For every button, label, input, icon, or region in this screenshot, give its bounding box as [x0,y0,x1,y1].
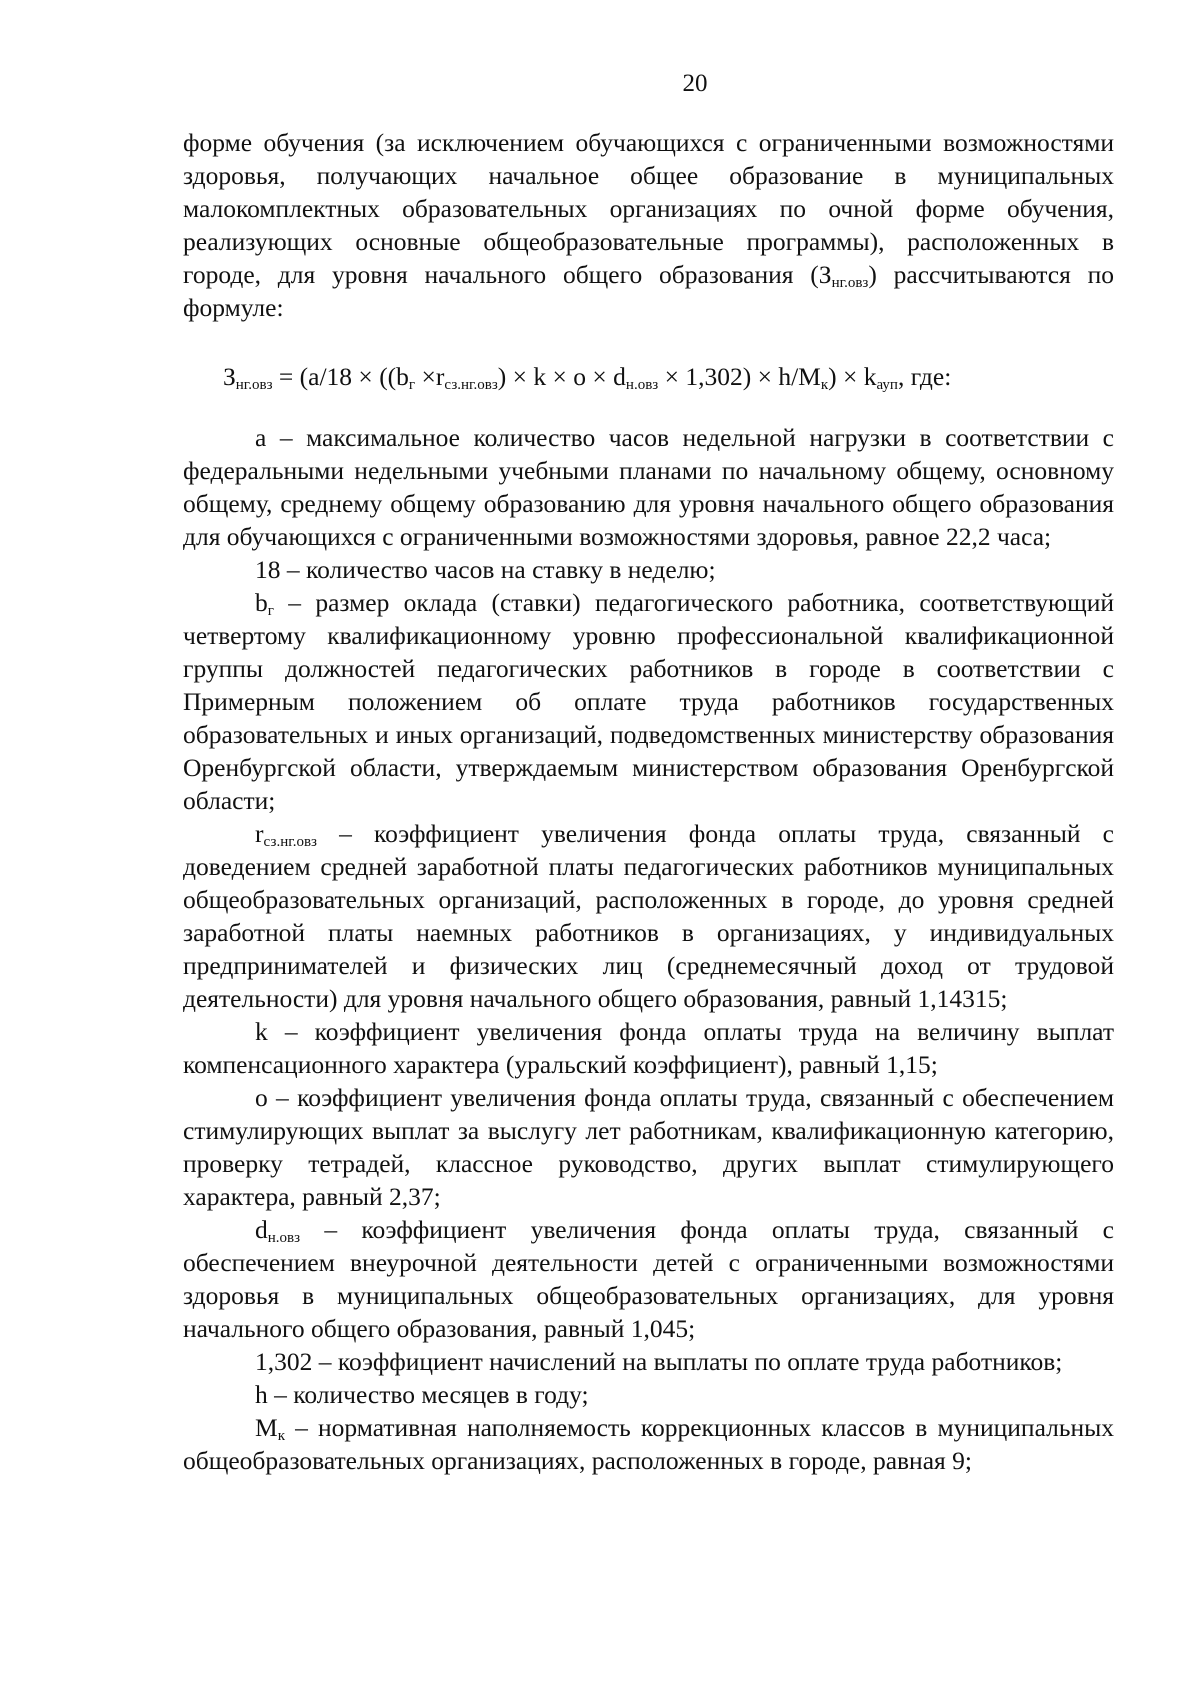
symbol-sub: сз.нг.овз [263,834,317,850]
definition-b [183,586,1114,817]
intro-subscript: нг.овз [831,275,869,291]
formula-sub: ауп [876,377,898,393]
symbol: d [255,1215,268,1244]
definition-text: – коэффициент увеличения фонда оплаты труда, связанный с доведением средней заработной платы педагогических работников муниципальных общеобразовательных организаций, расположенных в городе, до уровня средней заработной платы наемных работников в организациях, у индивидуальных предпринимателей и физических лиц (среднемесячный доход от трудовой деятельности) для уровня начального общего образования, равный 1,14315; [183,819,1114,1013]
page-number: 20 [682,70,708,97]
definition-text: – размер оклада (ставки) педагогического работника, соответствующий четвертому квалификационному уровню профессиональной квалификационной группы должностей педагогических работников в городе в соответствии с Примерным положением об оплате труда работников государственных образовательных и иных организаций, подведомственных министерству образования Оренбургской области, утверждаемым министерством образования Оренбургской области; [183,588,1114,815]
definition-a: a – максимальное количество часов недельной нагрузки в соответствии с федеральными недельными учебными планами по начальному общему, основному общему, среднему общему образованию для уровня начального общего образования для обучающихся с ограниченными возможностями здоровья, равное 22,2 часа; [183,423,1114,551]
formula-part: ) × k [828,362,877,391]
definition-r [183,817,1114,1015]
intro-text-end: ) рассчитываются по формуле: [183,260,1114,322]
definition-text: – нормативная наполняемость коррекционных классов в муниципальных общеобразовательных организациях, расположенных в городе, равная 9; [183,1413,1114,1475]
formula-sub: н.овз [625,377,659,393]
formula-sub: г [408,377,416,393]
definition-o: o – коэффициент увеличения фонда оплаты труда, связанный с обеспечением стимулирующих выплат за выслугу лет работникам, квалификационную категорию, проверку тетрадей, классное руководство, других выплат стимулирующего характера, равный 2,37; [183,1083,1114,1211]
formula-part: = (a/18 × ((b [272,362,409,391]
symbol-sub: г [267,603,274,619]
symbol-sub: н.овз [267,1230,301,1246]
symbol: b [255,588,268,617]
definition-d [183,1213,1114,1345]
formula-sub: нг.овз [235,377,273,393]
document-body [183,126,1114,1477]
formula-part: ) × k × o × d [497,362,626,391]
definition-1302: 1,302 – коэффициент начислений на выплаты по оплате труда работников; [255,1347,1063,1376]
formula-sub: к [820,377,829,393]
formula [183,360,1114,393]
formula-part: ×r [415,362,445,391]
formula-part: , где: [897,362,952,391]
symbol: M [255,1413,278,1442]
formula-sub: сз.нг.овз [444,377,498,393]
definition-k: k – коэффициент увеличения фонда оплаты труда на величину выплат компенсационного характера (уральский коэффициент), равный 1,15; [183,1017,1114,1079]
formula-part: × 1,302) × h/M [658,362,821,391]
definition-18: 18 – количество часов на ставку в неделю; [255,555,716,584]
definition-h: h – количество месяцев в году; [255,1380,589,1409]
formula-part: З [223,362,236,391]
symbol: r [255,819,264,848]
definition-m [183,1411,1114,1477]
symbol-sub: к [277,1428,285,1444]
definition-text: – коэффициент увеличения фонда оплаты труда, связанный с обеспечением внеурочной деятельности детей с ограниченными возможностями здоровья в муниципальных общеобразовательных организациях, для уровня начального общего образования, равный 1,045; [183,1215,1114,1343]
intro-text: форме обучения (за исключением обучающихся с ограниченными возможностями здоровья, получающих начальное общее образование в муниципальных малокомплектных образовательных организациях по очной форме обучения, реализующих основные общеобразовательные программы), расположенных в городе, для уровня начального общего образования (З [183,128,1114,289]
intro-paragraph [183,126,1114,324]
